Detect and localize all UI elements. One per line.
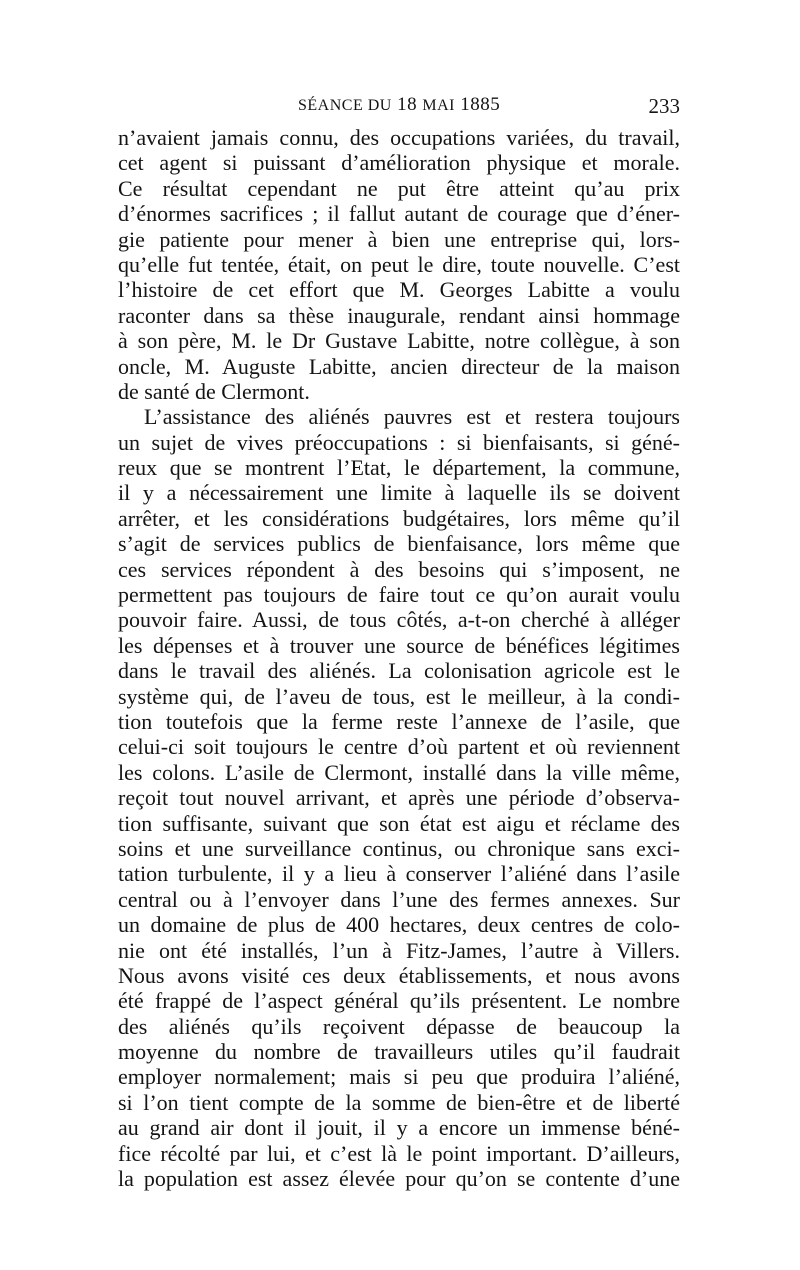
text-line: la population est assez élevée pour qu’on se contente d’une (118, 1166, 680, 1192)
text-line: reux que se montrent l’Etat, le département, la commune, (118, 455, 680, 481)
text-line: ces services répondent à des besoins qui s’imposent, ne (118, 556, 680, 582)
text-line: employer normalement; mais si peu que produira l’aliéné, (118, 1064, 680, 1090)
body-text (118, 125, 680, 1191)
text-line: tion toutefois que la ferme reste l’annexe de l’asile, que (118, 708, 680, 734)
text-line: s’agit de services publics de bienfaisance, lors même que (118, 531, 680, 557)
text-line: permettent pas toujours de faire tout ce qu’on aurait voulu (118, 582, 680, 608)
text-line: tation turbulente, il y a lieu à conserver l’aliéné dans l’asile (118, 861, 680, 887)
text-line: Nous avons visité ces deux établissements, et nous avons (118, 962, 680, 988)
text-line: un sujet de vives préoccupations : si bienfaisants, si géné- (118, 429, 680, 455)
text-line: système qui, de l’aveu de tous, est le meilleur, à la condi- (118, 683, 680, 709)
text-line: à son père, M. le Dr Gustave Labitte, notre collègue, à son (118, 328, 680, 354)
text-line: oncle, M. Auguste Labitte, ancien directeur de la maison (118, 353, 680, 379)
text-line: au grand air dont il jouit, il y a encore un immense béné- (118, 1115, 680, 1141)
page-number: 233 (648, 94, 680, 118)
text-line: des aliénés qu’ils reçoivent dépasse de beaucoup la (118, 1013, 680, 1039)
text-line: dans le travail des aliénés. La colonisation agricole est le (118, 658, 680, 684)
text-line: un domaine de plus de 400 hectares, deux centres de colo- (118, 912, 680, 938)
text-line: qu’elle fut tentée, était, on peut le dire, toute nouvelle. C’est (118, 251, 680, 277)
text-line: il y a nécessairement une limite à laquelle ils se doivent (118, 480, 680, 506)
text-line: arrêter, et les considérations budgétaires, lors même qu’il (118, 505, 680, 531)
text-line: raconter dans sa thèse inaugurale, rendant ainsi hommage (118, 302, 680, 328)
header-month: MAI (422, 97, 455, 114)
text-line: de santé de Clermont. (118, 378, 310, 404)
text-line: cet agent si puissant d’amélioration physique et morale. (118, 150, 680, 176)
text-line: nie ont été installés, l’un à Fitz-James, l’autre à Villers. (118, 937, 680, 963)
text-line: Ce résultat cependant ne put être atteint qu’au prix (118, 175, 680, 201)
text-line: L’assistance des aliénés pauvres est et restera toujours (144, 404, 680, 430)
text-line: d’énormes sacrifices ; il fallut autant de courage que d’éner- (118, 201, 680, 227)
header-day: 18 (397, 94, 418, 115)
text-line: été frappé de l’aspect général qu’ils présentent. Le nombre (118, 988, 680, 1014)
text-line: central ou à l’envoyer dans l’une des fermes annexes. Sur (118, 886, 680, 912)
text-line: les dépenses et à trouver une source de bénéfices légitimes (118, 632, 680, 658)
text-line: fice récolté par lui, et c’est là le point important. D’ailleurs, (118, 1140, 680, 1166)
header-year: 1885 (460, 94, 501, 115)
text-line: celui-ci soit toujours le centre d’où partent et où reviennent (118, 734, 680, 760)
paragraph (118, 125, 680, 404)
text-line: moyenne du nombre de travailleurs utiles qu’il faudrait (118, 1039, 680, 1065)
text-line: tion suffisante, suivant que son état est aigu et réclame des (118, 810, 680, 836)
header-title (298, 94, 500, 116)
text-line: pouvoir faire. Aussi, de tous côtés, a-t-on cherché à alléger (118, 607, 680, 633)
header-session-label: SÉANCE DU (298, 97, 392, 114)
text-line: l’histoire de cet effort que M. Georges Labitte a voulu (118, 277, 680, 303)
paragraph (118, 404, 680, 1191)
text-line: les colons. L’asile de Clermont, installé dans la ville même, (118, 759, 680, 785)
text-line: n’avaient jamais connu, des occupations variées, du travail, (118, 125, 680, 150)
running-header (118, 94, 680, 122)
text-line: soins et une surveillance continus, ou chronique sans exci- (118, 835, 680, 861)
text-line: si l’on tient compte de la somme de bien-être et de liberté (118, 1089, 680, 1115)
text-line: gie patiente pour mener à bien une entreprise qui, lors- (118, 226, 680, 252)
text-line: reçoit tout nouvel arrivant, et après une période d’observa- (118, 785, 680, 811)
